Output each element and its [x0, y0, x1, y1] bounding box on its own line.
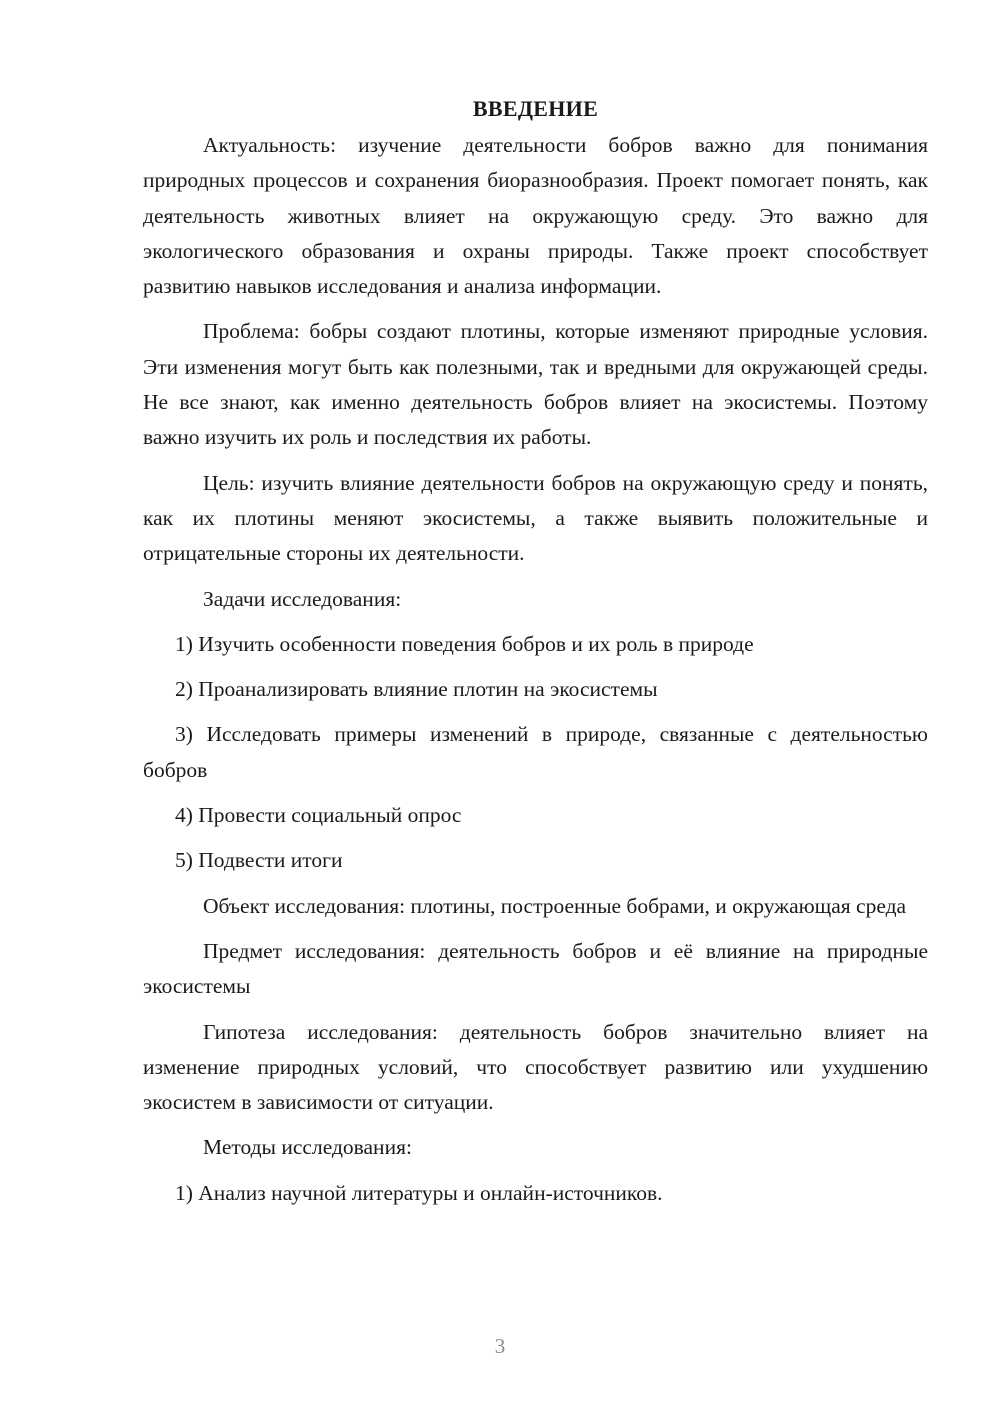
task-item-2: 2) Проанализировать влияние плотин на экосистемы: [175, 677, 658, 702]
page-title: ВВЕДЕНИЕ: [472, 96, 599, 121]
problem-paragraph: Проблема: бобры создают плотины, которые изменяют природные условия. Эти изменения могут быть как полезными, так и вредными для окружающей среды. Не все знают, как именно деятельность бобров влияет на экосистемы. Поэтому важно изучить их роль и последствия их работы.: [143, 319, 928, 450]
goal-paragraph: Цель: изучить влияние деятельности бобров на окружающую среду и понять, как их плотины меняют экосистемы, а также выявить положительные и отрицательные стороны их деятельности.: [143, 470, 928, 566]
relevance-paragraph: Актуальность: изучение деятельности бобров важно для понимания природных процессов и сохранения биоразнообразия. Проект помогает понять, как деятельность животных влияет на окружающую среду. Это важно для экологического образования и охраны природы. Также проект способствует развитию навыков исследования и анализа информации.: [143, 133, 928, 299]
page-number: 3: [494, 1334, 506, 1358]
method-item-1: 1) Анализ научной литературы и онлайн-источников.: [175, 1180, 663, 1205]
hypothesis-paragraph: Гипотеза исследования: деятельность бобров значительно влияет на изменение природных условий, что способствует развитию или ухудшению экосистем в зависимости от ситуации.: [143, 1019, 928, 1115]
task-item-3: 3) Исследовать примеры изменений в природе, связанные с деятельностью бобров: [143, 722, 928, 782]
subject-paragraph: Предмет исследования: деятельность бобров и её влияние на природные экосистемы: [143, 938, 928, 999]
task-item-4: 4) Провести социальный опрос: [175, 803, 462, 828]
task-item-5: 5) Подвести итоги: [175, 848, 343, 873]
methods-heading: Методы исследования:: [203, 1135, 412, 1160]
task-item-1: 1) Изучить особенности поведения бобров и их роль в природе: [175, 631, 754, 656]
document-page: [143, 92, 928, 1221]
object-paragraph: Объект исследования: плотины, построенные бобрами, и окружающая среда: [203, 893, 907, 918]
tasks-heading: Задачи исследования:: [203, 586, 402, 611]
